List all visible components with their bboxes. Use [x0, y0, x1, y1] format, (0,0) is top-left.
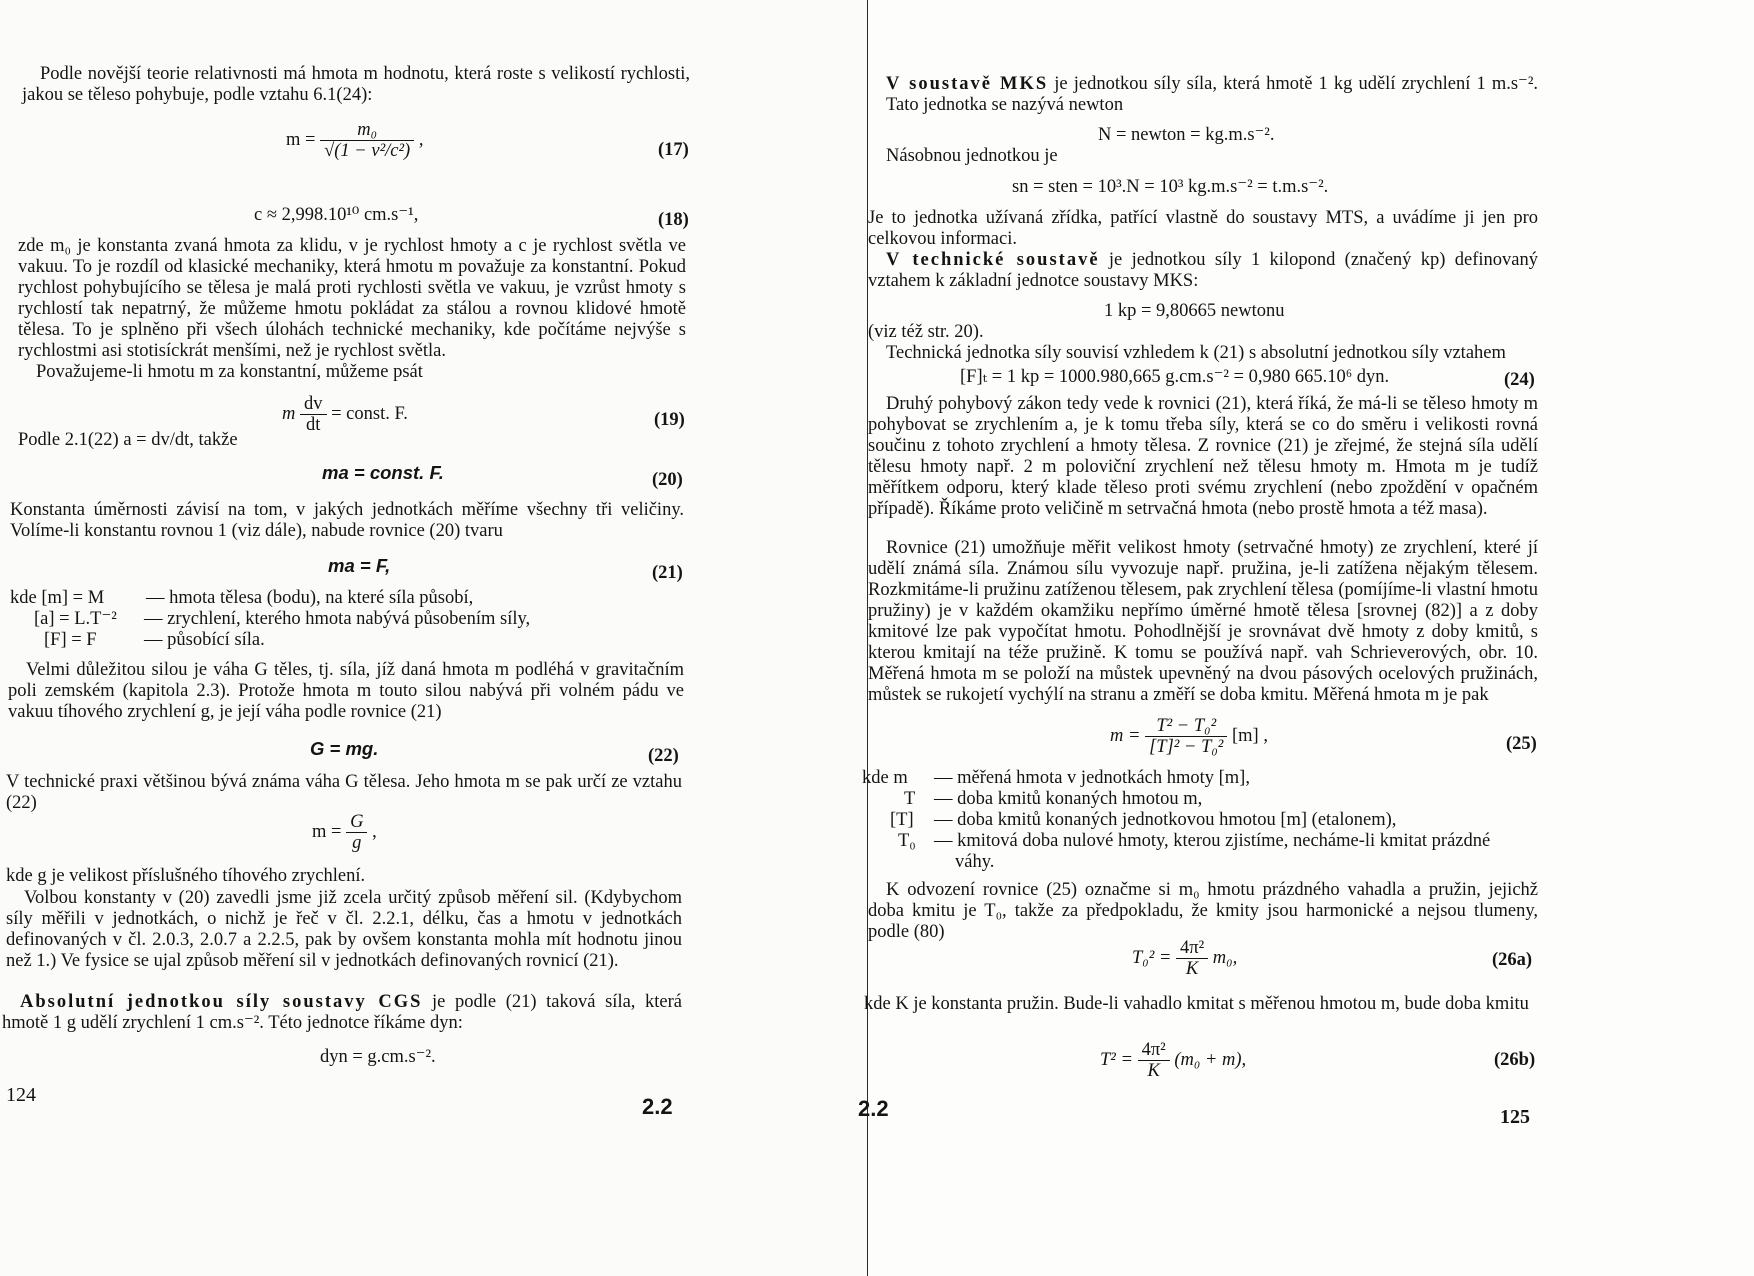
- equation-25-numerator: T² − T₀²: [1145, 716, 1227, 737]
- equation-25-number: (25): [1506, 734, 1537, 754]
- right-paragraph-1: [886, 74, 1538, 116]
- right-where-row-2: [904, 789, 1202, 810]
- equation-22-number: (22): [648, 746, 679, 766]
- equation-mass-fraction: [346, 812, 367, 853]
- equation-19-number: (19): [654, 410, 685, 430]
- right-paragraph-8: Rovnice (21) umožňuje měřit velikost hmoty (setrvačné hmoty) ze zrychlení, které jí udělí známá síla. Známou sílu vyvozuje např. pružina, je-li zatížena nějakým tělesem. Rozkmitáme-li pružinu zatíženou tělesem, pak zrychlení tělesa (pomíjíme-li vlastní hmotu pružiny) je v každém okamžiku nepřímo úměrné hmotě tělesa [srovnej (82)] a z doby kmitové lze pak vypočítat hmotu. Pohodlnější je srovnávat dvě hmoty z doby kmitů, s kterou kmitají na téže pružině. K tomu se používá např. vah Schrieverových, obr. 10. Měřená hmota m se položí na můstek upevněný na dvou pásových ocelových pružinách, můstek se rukojetí vychýlí na stranu a změří se doba kmitu. Měřená hmota m je pak: [868, 538, 1538, 705]
- equation-dyn: dyn = g.cm.s⁻².: [320, 1047, 436, 1067]
- right-where-description-5: váhy.: [955, 852, 995, 872]
- equation-25: [1110, 716, 1268, 757]
- equation-26b-numerator: 4π²: [1138, 1040, 1170, 1061]
- equation-26b: [1100, 1040, 1246, 1081]
- where-description-3: — působící síla.: [144, 630, 265, 650]
- equation-18: c ≈ 2,998.10¹⁰ cm.s⁻¹,: [254, 205, 419, 225]
- equation-26a-fraction: [1176, 938, 1208, 979]
- where-symbol-1: kde [m] = M: [10, 588, 105, 608]
- where-row-2: [34, 609, 530, 630]
- left-paragraph-3: Považujeme-li hmotu m za konstantní, můžeme psát: [36, 362, 423, 382]
- equation-26a-lhs: T₀² =: [1132, 947, 1172, 968]
- equation-26b-denominator: K: [1147, 1061, 1160, 1081]
- right-where-description-2: — doba kmitů konaných hmotou m,: [934, 789, 1203, 809]
- equation-26b-tail: (m₀ + m),: [1174, 1049, 1247, 1070]
- equation-26a-denominator: K: [1185, 959, 1199, 979]
- equation-19-fraction: [300, 394, 327, 435]
- equation-newton: N = newton = kg.m.s⁻².: [1098, 125, 1275, 145]
- equation-26b-fraction: [1138, 1040, 1170, 1081]
- right-where-row-4: [898, 831, 1490, 852]
- equation-17: m = $\frac{\text{m₀}}{\text{√(1 − v²/c²)}}$ ,: [286, 120, 424, 161]
- equation-26a-tail: m₀,: [1212, 947, 1238, 968]
- left-paragraph-6: Velmi důležitou silou je váha G těles, tj. síla, jíž daná hmota m podléhá v gravitačním poli zemském (kapitola 2.3). Protože hmota m touto silou nabývá při volném pádu ve vakuu tíhového zrychlení g, je její váha podle rovnice (21): [8, 660, 684, 722]
- right-page-number: 125: [1500, 1106, 1530, 1128]
- left-section-number: 2.2: [642, 1094, 673, 1119]
- left-page-number: 124: [6, 1084, 36, 1106]
- equation-mass-lhs: m =: [312, 821, 342, 842]
- equation-20: ma = const. F.: [322, 462, 444, 483]
- equation-18-number: (18): [658, 210, 689, 230]
- right-paragraph-1-text: je jednotkou síly síla, která hmotě 1 kg udělí zrychlení 1 m.s⁻². Tato jednotka se nazývá newton: [886, 74, 1538, 115]
- left-paragraph-7: V technické praxi většinou bývá známa váha G tělesa. Jeho hmota m se pak určí ze vztahu (22): [6, 772, 682, 813]
- equation-25-lhs: m =: [1110, 725, 1141, 746]
- equation-26a: [1132, 938, 1237, 979]
- equation-mass-numerator: G: [346, 812, 367, 833]
- right-where-symbol-1: kde m: [862, 768, 908, 788]
- right-where-description-3: — doba kmitů konaných jednotkovou hmotou [m] (etalonem),: [934, 810, 1397, 830]
- left-paragraph-2: zde m₀ je konstanta zvaná hmota za klidu, v je rychlost hmoty a c je rychlost světla ve vakuu. To je rozdíl od klasické mechaniky, která hmotu m považuje za konstantní. Pokud rychlost pohybujícího se tělesa je malá proti rychlosti světla ve vakuu, je vzrůst hmoty s rychlostí tak nepatrný, že můžeme hmotu pokládat za stálou a rovnou klidové hmotě tělesa. To je splněno při všech úlohách technické mechaniky, kde počítáme nejvýše s rychlostmi asi stotisíckrát menšími, než je rychlost světla.: [18, 236, 686, 361]
- equation-17-number: (17): [658, 140, 689, 160]
- equation-24: [F]ₜ = 1 kp = 1000.980,665 g.cm.s⁻² = 0,980 665.10⁶ dyn.: [960, 367, 1390, 387]
- where-symbol-3: [F] = F: [44, 630, 97, 650]
- where-row-3: [44, 630, 265, 651]
- left-paragraph-8: kde g je velikost příslušného tíhového zrychlení.: [6, 866, 366, 886]
- right-paragraph-4-text: je jednotkou síly 1 kilopond (značený kp) definovaný vztahem k základní jednotce soustavy MKS:: [868, 250, 1538, 291]
- equation-19-lhs: m: [282, 403, 296, 424]
- left-paragraph-10-text: je podle (21) taková síla, která hmotě 1 g udělí zrychlení 1 cm.s⁻². Této jednotce říkáme dyn:: [2, 992, 683, 1033]
- equation-19-rhs: = const. F.: [331, 403, 408, 424]
- equation-26a-numerator: 4π²: [1176, 938, 1208, 959]
- where-row-1: [10, 588, 473, 609]
- equation-17-numerator: m₀: [320, 120, 414, 141]
- right-where-symbol-3: [T]: [890, 810, 914, 830]
- left-page: [0, 0, 868, 1276]
- cgs-unit-heading: Absolutní jednotkou síly soustavy CGS: [20, 992, 423, 1012]
- equation-19-denominator: dt: [306, 415, 321, 435]
- equation-25-fraction: [1145, 716, 1227, 757]
- left-paragraph-9: Volbou konstanty v (20) zavedli jsme již zcela určitý způsob měření sil. (Kdybychom síly měřili v jednotkách, o nichž je řeč v čl. 2.2.1, délku, čas a hmotu v jednotkách definovaných v čl. 2.0.3, 2.0.7 a 2.2.5, pak by ovšem konstanta mohla mít hodnotu jinou než 1.) Ve fysice se ujal způsob měření sil v jednotkách definovaných rovnicí (21).: [6, 888, 682, 971]
- right-paragraph-10: kde K je konstanta pružin. Bude-li vahadlo kmitat s měřenou hmotou m, bude doba kmitu: [864, 994, 1529, 1014]
- left-paragraph-5: Konstanta úměrnosti závisí na tom, v jakých jednotkách měříme všechny tři veličiny. Volíme-li konstantu rovnou 1 (viz dále), nabude rovnice (20) tvaru: [10, 500, 684, 541]
- where-description-2: — zrychlení, kterého hmota nabývá působením síly,: [144, 609, 531, 629]
- equation-24-number: (24): [1504, 370, 1535, 390]
- equation-26a-number: (26a): [1492, 950, 1533, 970]
- right-where-row-1: [862, 768, 1250, 789]
- where-description-1: — hmota tělesa (bodu), na které síla působí,: [146, 588, 474, 608]
- equation-17-fraction: [320, 120, 414, 161]
- equation-kilopond: 1 kp = 9,80665 newtonu: [1104, 301, 1285, 321]
- equation-mass: [312, 812, 377, 853]
- right-where-symbol-2: T: [904, 789, 916, 809]
- equation-sten: sn = sten = 10³.N = 10³ kg.m.s⁻² = t.m.s⁻².: [1012, 177, 1329, 197]
- equation-26b-number: (26b): [1494, 1050, 1536, 1070]
- equation-26b-lhs: T² =: [1100, 1049, 1133, 1070]
- left-paragraph-10: [2, 992, 682, 1034]
- equation-25-denominator: [T]² − T₀²: [1149, 737, 1224, 757]
- right-paragraph-9: K odvození rovnice (25) označme si m₀ hmotu prázdného vahadla a pružin, jejichž doba kmitu je T₀, takže za předpokladu, že kmity jsou harmonické a nejsou tlumeny, podle (80): [868, 880, 1538, 942]
- right-paragraph-5: (viz též str. 20).: [868, 322, 984, 342]
- equation-mass-tail: ,: [372, 821, 377, 842]
- right-paragraph-7: Druhý pohybový zákon tedy vede k rovnici (21), která říká, že má-li se těleso hmoty m pohybovat se zrychlením a, je k tomu třeba síly, která se co do směru i velikosti rovná součinu z tohoto zrychlení a hmoty tělesa. Z rovnice (21) je zřejmé, že stejná síla udělí tělesu hmoty např. 2 m poloviční zrychlení než tělesu hmoty m. Hmota m je tudíž měřítkem odporu, který klade těleso proti svému zrychlení (nebo zpoždění v opačném případě). Říkáme proto veličině m setrvačná hmota (nebo prostě hmota a též masa).: [868, 394, 1538, 519]
- left-paragraph-1: Podle novější teorie relativnosti má hmota m hodnotu, která roste s velikostí rychlosti, jakou se těleso pohybuje, podle vztahu 6.1(24):: [22, 64, 690, 105]
- right-paragraph-2: Násobnou jednotkou je: [886, 146, 1058, 166]
- equation-mass-denominator: g: [352, 833, 362, 853]
- right-paragraph-4: [868, 250, 1538, 292]
- where-symbol-2: [a] = L.T⁻²: [34, 609, 117, 629]
- equation-17-denominator: √(1 − v²/c²): [324, 141, 411, 161]
- right-where-row-5: [955, 852, 994, 873]
- equation-19: [282, 394, 408, 435]
- right-section-number: 2.2: [858, 1096, 889, 1121]
- equation-19-numerator: dv: [300, 394, 327, 415]
- right-paragraph-6: Technická jednotka síly souvisí vzhledem k (21) s absolutní jednotkou síly vztahem: [886, 343, 1506, 363]
- equation-21: ma = F,: [328, 555, 391, 576]
- right-where-symbol-4: T₀: [898, 831, 916, 851]
- right-where-description-1: — měřená hmota v jednotkách hmoty [m],: [934, 768, 1250, 788]
- right-page: [858, 0, 1754, 1276]
- technical-unit-heading: V technické soustavě: [886, 250, 1100, 270]
- equation-25-tail: [m] ,: [1231, 725, 1268, 746]
- left-paragraph-4: Podle 2.1(22) a = dv/dt, takže: [18, 430, 238, 450]
- right-where-row-3: [890, 810, 1396, 831]
- right-paragraph-3: Je to jednotka užívaná zřídka, patřící vlastně do soustavy MTS, a uvádíme ji jen pro celkovou informaci.: [868, 208, 1538, 249]
- mks-unit-heading: V soustavě MKS: [886, 74, 1049, 94]
- equation-17-lhs: m =: [286, 129, 316, 150]
- equation-22: G = mg.: [310, 738, 379, 759]
- equation-20-number: (20): [652, 470, 683, 490]
- right-where-description-4: — kmitová doba nulové hmoty, kterou zjistíme, necháme-li kmitat prázdné: [934, 831, 1491, 851]
- equation-21-number: (21): [652, 563, 683, 583]
